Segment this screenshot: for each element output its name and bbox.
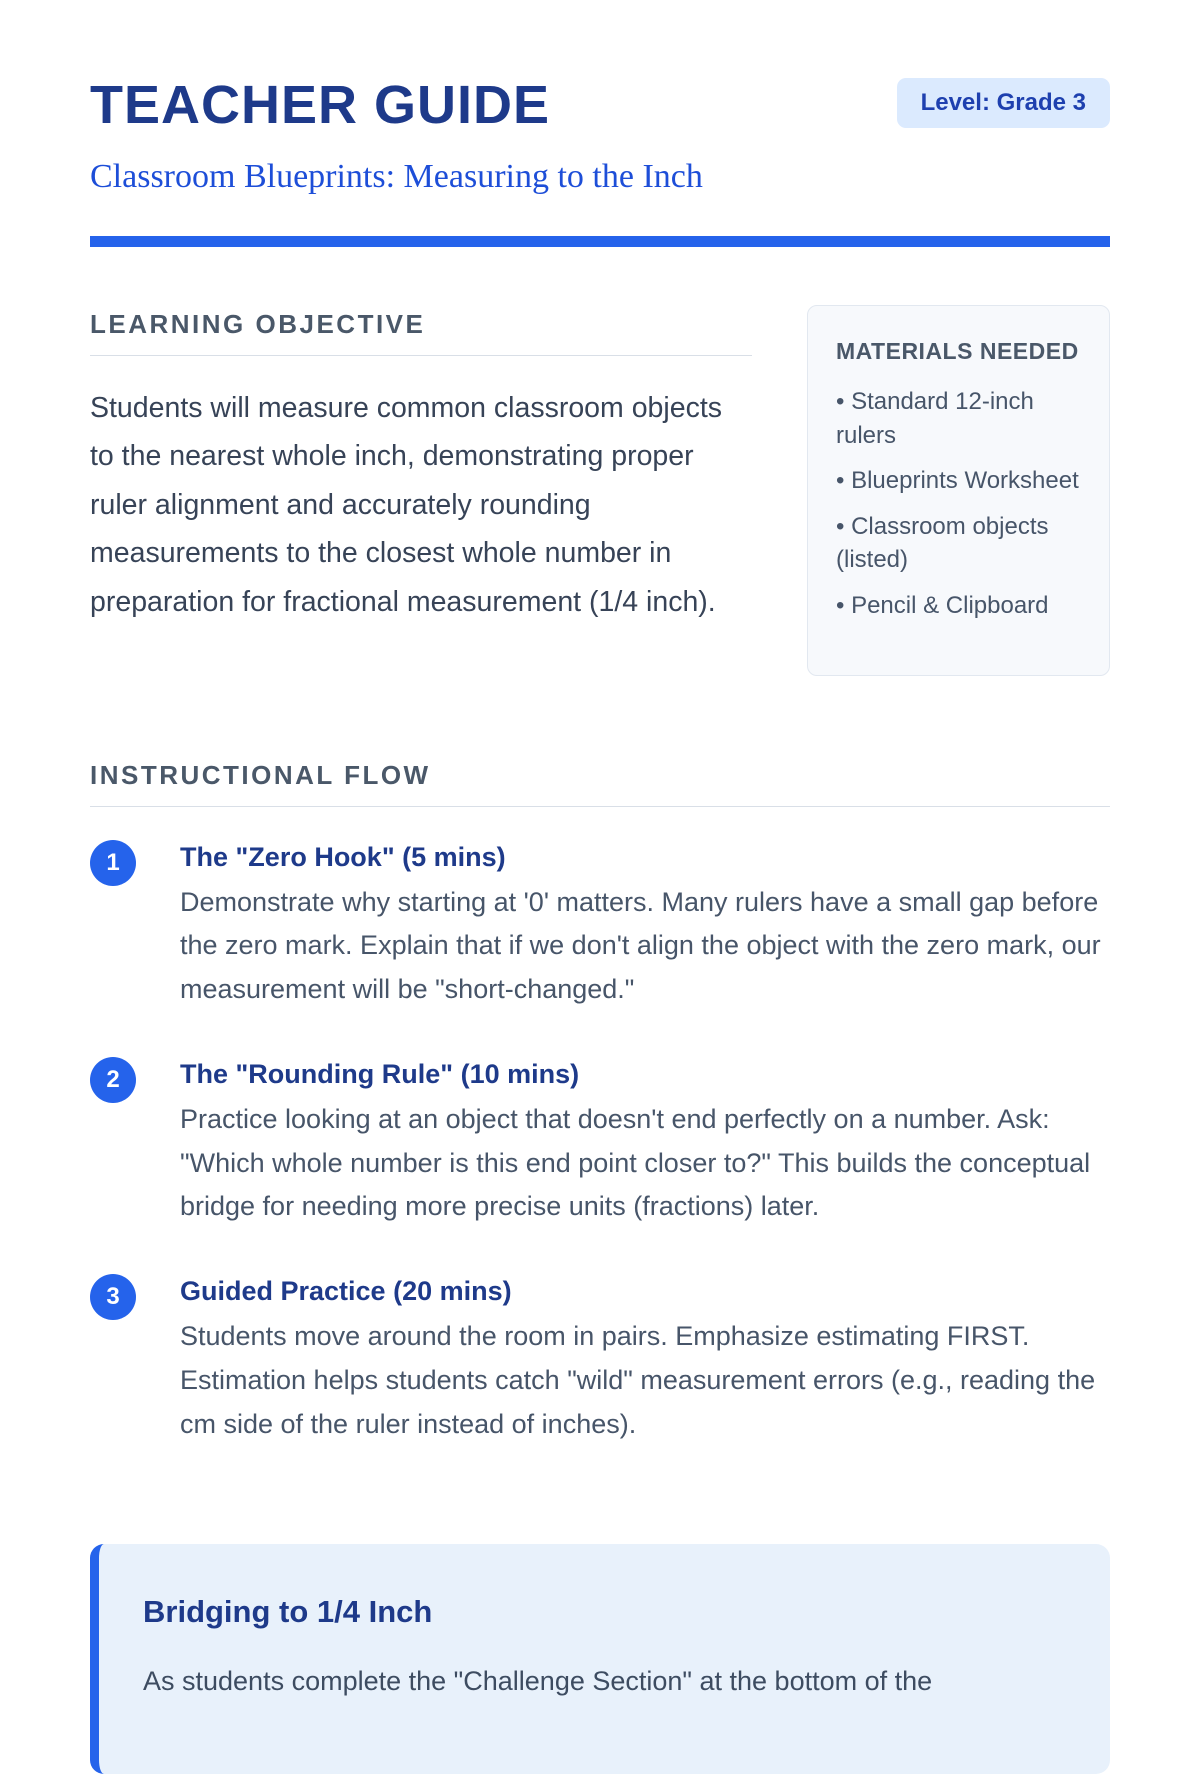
materials-list [836, 385, 1081, 623]
learning-objective-text: Students will measure common classroom objects to the nearest whole inch, demonstrating proper ruler alignment and accurately rounding measurements to the closest whole number in preparation for fractional measurement (1/4 inch). [90, 392, 722, 618]
materials-heading: MATERIALS NEEDED [836, 338, 1079, 364]
header-row [90, 75, 1110, 135]
materials-item-label: Classroom objects (listed) [836, 512, 1049, 574]
grade-level-badge: Level: Grade 3 [897, 78, 1110, 128]
materials-needed-box [807, 305, 1110, 676]
learning-objective-heading: LEARNING OBJECTIVE [90, 309, 752, 356]
materials-item-label: Pencil & Clipboard [851, 591, 1049, 619]
step-1-number-badge: 1 [90, 840, 136, 886]
header-divider-rule [90, 236, 1110, 247]
step-1-title: The "Zero Hook" (5 mins) [180, 841, 506, 872]
teacher-guide-page [90, 0, 1110, 1774]
step-2-title: The "Rounding Rule" (10 mins) [180, 1058, 580, 1089]
step-2 [90, 1057, 1110, 1229]
instructional-flow-section [90, 760, 1110, 1447]
step-1 [90, 840, 1110, 1012]
step-3 [90, 1274, 1110, 1446]
bullet-icon: • [836, 591, 845, 619]
materials-item [836, 510, 1081, 577]
step-3-body: Students move around the room in pairs. Emphasize estimating FIRST. Estimation helps students catch "wild" measurement errors (e.g., reading the cm side of the ruler instead of inches). [180, 1321, 1096, 1439]
callout-body: As students complete the "Challenge Section" at the bottom of the [143, 1666, 933, 1697]
callout-title: Bridging to 1/4 Inch [143, 1594, 433, 1630]
materials-item-label: Blueprints Worksheet [851, 467, 1079, 495]
page-subtitle: Classroom Blueprints: Measuring to the Inch [90, 158, 703, 195]
materials-item-label: Standard 12-inch rulers [836, 388, 1034, 449]
step-1-content [180, 840, 1110, 1012]
materials-item [836, 385, 1081, 452]
learning-objective-column [90, 309, 752, 626]
step-2-body: Practice looking at an object that doesn't end perfectly on a number. Ask: "Which whole number is this end point closer to?" This builds the conceptual bridge for needing more precise units (fractions) later. [180, 1103, 1091, 1222]
bridging-callout [90, 1544, 1110, 1773]
objective-section [90, 309, 1110, 676]
materials-item [836, 589, 1081, 623]
step-2-number-badge: 2 [90, 1057, 136, 1103]
steps-list [90, 840, 1110, 1447]
header [90, 75, 1110, 247]
bullet-icon: • [836, 467, 845, 495]
step-3-number-badge: 3 [90, 1274, 136, 1320]
bullet-icon: • [836, 388, 845, 415]
step-2-content [180, 1057, 1110, 1229]
bullet-icon: • [836, 512, 845, 540]
step-3-title: Guided Practice (20 mins) [180, 1276, 512, 1307]
instructional-flow-heading: INSTRUCTIONAL FLOW [90, 760, 1110, 807]
step-1-body: Demonstrate why starting at '0' matters. Many rulers have a small gap before the zero mark. Explain that if we don't align the object with the zero mark, our measurement will be "short-changed." [180, 886, 1101, 1005]
step-3-content [180, 1274, 1110, 1446]
page-title: TEACHER GUIDE [90, 75, 551, 135]
materials-item [836, 464, 1081, 498]
